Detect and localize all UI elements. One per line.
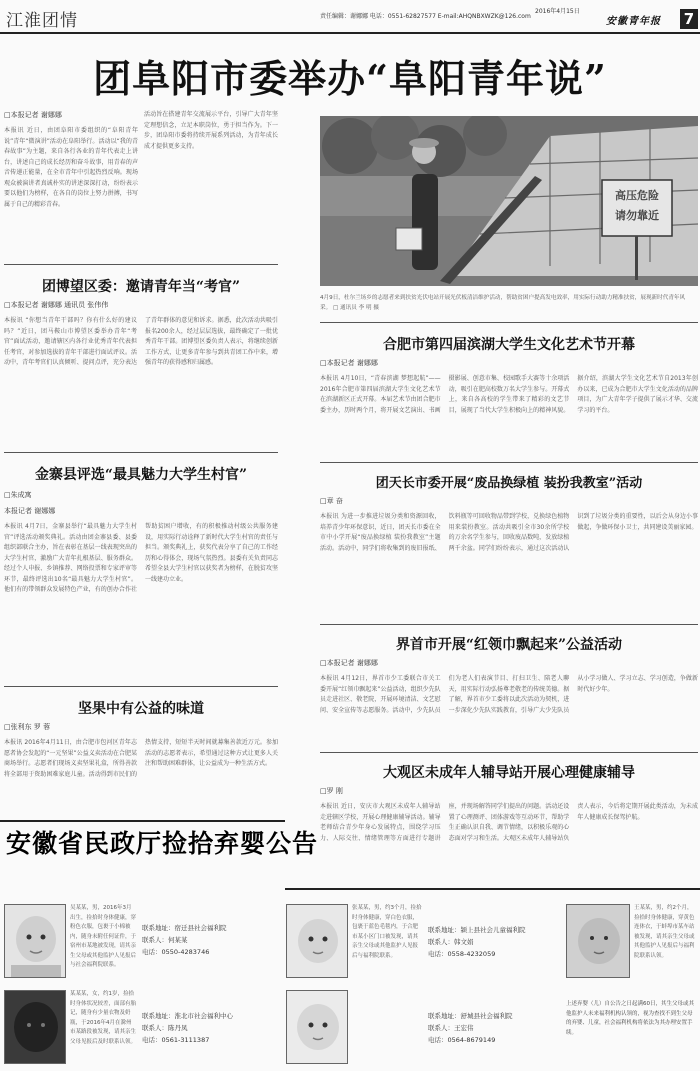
jieshou-headline: 界首市开展“红领巾飘起来”公益活动: [395, 637, 623, 653]
contact-person: 联系人：韩文娟: [428, 938, 474, 946]
tianchang-byline: □章 奋: [320, 497, 343, 505]
bowang-byline: □本报记者 谢娜娜 通讯员 张伟伟: [4, 301, 109, 309]
contact-address: 联系地址：颍上县社会儿童福利院: [428, 926, 526, 934]
jinzhai-headline: 金寨县评选“最具魅力大学生村官”: [34, 467, 248, 483]
jinzhai-story: [4, 490, 278, 670]
section-name: 江淮团情: [6, 11, 78, 31]
baby-description: 张某某，男，约3个月，捡拾时身体健康，穿白色衣服，包裹于蓝色毛毯内，于合肥市某小区门口被发现，请其亲生父母或其他监护人见报后与福利院联系。: [352, 905, 422, 959]
contact-person: 联系人：何某某: [142, 936, 188, 944]
contact-phone: 电话：0564-8679149: [428, 1036, 496, 1044]
hefei-body: 本报讯 4月10日，“青春滨湖 梦想起航”——2016年合肥市第四届滨湖大学生文化艺术节在滨湖新区正式开幕。本届艺术节由团合肥市委主办，历时两个月，将开展文艺演出、书画摄影展、创意市集、校园歌手大赛等十余项活动，吸引在肥高校数万名大学生参与。开幕式上，来自各高校的学生带来了精彩的文艺节目，展现了当代大学生积极向上的精神风貌。据介绍，滨湖大学生文化艺术节自2013年创办以来，已成为合肥市大学生文化活动的品牌项目，为广大青年学子提供了展示才华、交流学习的平台。: [320, 375, 698, 414]
contact-info: [142, 922, 227, 958]
baby-description: 吴某某，男，2016年3月出生，捡拾时身体健康，穿粉色衣服，包裹于小棉被内，随身未附任何证件，于宿州市某地被发现，请其亲生父母或其他监护人见报后与社会福利院联系。: [70, 905, 136, 968]
warning-sign: 高压危险 请勿靠近: [615, 189, 659, 222]
contact-phone: 电话：0550-4283746: [142, 948, 210, 956]
divider: [4, 686, 278, 687]
divider: [320, 322, 698, 323]
tianchang-story: [320, 496, 698, 616]
tianchang-headline: 团天长市委开展“废品换绿植 装扮我教室”活动: [375, 476, 643, 491]
daguan-story: [320, 786, 698, 882]
notice-divider: [0, 820, 285, 822]
main-headline: 团阜阳市委举办“阜阳青年说”: [93, 56, 607, 101]
gongyi-byline: □张利东 罗 蓉: [4, 723, 51, 731]
baby-photo: [4, 904, 66, 978]
jinzhai-body: 本报讯 4月7日，金寨县举行“最具魅力大学生村官”评选活动颁奖典礼。活动由团金寨县委、县委组织部联合主办，旨在表彰在基层一线表现突出的大学生村官，激励广大青年扎根基层、服务群众。经过个人申报、乡镇推荐、网络投票和专家评审等环节，最终评选出10名“最具魅力大学生村官”。他们有的带领群众发展特色产业，有的创办合作社帮助贫困户增收，有的积极推动村级公共服务建设，用实际行动诠释了新时代大学生村官的责任与担当。颁奖典礼上，获奖代表分享了自己的工作经历和心得体会，现场气氛热烈。县委有关负责同志希望全县大学生村官以获奖者为榜样，在脱贫攻坚一线建功立业。: [4, 523, 278, 593]
main-story-col2: [144, 110, 278, 250]
hefei-byline: □本报记者 谢娜娜: [320, 359, 378, 367]
baby-description: 王某某，男，约2个月，捡拾时身体健康，穿黄色连体衣，于蚌埠市某车站被发现，请其亲生父母或其他监护人见报后与福利院联系认领。: [634, 905, 695, 959]
jinzhai-byline-1: □朱成寓: [4, 491, 32, 499]
jieshou-byline: □本报记者 谢娜娜: [320, 659, 378, 667]
baby-photo: [566, 904, 630, 978]
bowang-headline: 团博望区委：邀请青年当“考官”: [41, 279, 241, 295]
gongyi-headline: 坚果中有公益的味道: [78, 701, 204, 717]
baby-photo: [286, 904, 348, 978]
news-photo: [320, 116, 698, 286]
jieshou-story: [320, 658, 698, 746]
contact-info: [428, 1010, 513, 1046]
contact-person: 联系人：王宏伟: [428, 1024, 474, 1032]
paper-logo: 安徽青年报: [606, 16, 661, 27]
hefei-story: [320, 358, 698, 456]
hefei-headline: 合肥市第四届滨湖大学生文化艺术节开幕: [383, 337, 635, 353]
divider: [320, 752, 698, 753]
bowang-body: 本报讯 “你想当青年干部吗？你有什么好的建议吗？”近日，团马鞍山市博望区委举办青年“考官”面试活动，邀请辖区内各行业优秀青年代表担任考官，对参加选拔的青年干部进行面试评议。活动中，青年考官们认真倾听、提问点评，充分表达了青年群体的意见和诉求。据悉，此次活动共吸引报名200余人，经过层层选拔，最终确定了一批优秀青年干部。团博望区委负责人表示，将继续创新工作方式，让更多青年参与到共青团工作中来，增强青年的获得感和归属感。: [4, 317, 278, 366]
notice-divider: [285, 888, 700, 890]
main-body: 本报讯 近日，由团阜阳市委组织的“阜阳青年说”青年“微演讲”活动在阜阳举行。活动以“我的青春故事”为主题，来自各行各业的青年代表走上讲台，讲述自己的成长经历和奋斗故事，用青春的声音传递正能量，在全市青年中引起热烈反响。现场观众被演讲者真诚朴实的讲述深深打动，纷纷表示要以他们为榜样，在各自的岗位上努力拼搏，书写属于自己的精彩青春。: [4, 127, 138, 208]
daguan-byline: □罗 刚: [320, 787, 343, 795]
jieshou-body: 本报讯 4月12日，界首市少工委联合市关工委开展“红领巾飘起来”公益活动，组织少先队员走进社区、敬老院，开展环境清洁、文艺慰问、安全宣传等志愿服务。活动中，少先队员们为老人们表演节目、打扫卫生、陪老人聊天，用实际行动弘扬尊老敬老的传统美德。据了解，界首市少工委将以此次活动为契机，进一步深化少先队实践教育，引导广大少先队员从小学习做人、学习立志、学习创造，争做新时代好少年。: [320, 675, 698, 714]
baby-photo: [4, 990, 66, 1064]
contact-address: 联系地址：宿迁县社会福利院: [142, 924, 227, 932]
baby-description: 某某某，女，约1岁，捡拾时身体状况较差，面部有胎记，随身有少量衣物及奶瓶，于2016年4月在滁州市某路段被发现，请其亲生父母见报后及时联系认领。: [70, 991, 136, 1045]
divider: [320, 462, 698, 463]
divider: [4, 452, 278, 453]
main-body-2: 活动旨在搭建青年交流展示平台，引导广大青年坚定理想信念，立足本职岗位，勇于担当作为。下一步，团阜阳市委将持续开展系列活动，为青年成长成才提供更多支持。: [144, 111, 278, 150]
baby-photo: [286, 990, 348, 1064]
contact-person: 联系人：陈丹凤: [142, 1024, 188, 1032]
masthead: [0, 0, 700, 34]
contact-info: [428, 924, 526, 960]
contact-address: 联系地址：舒城县社会福利院: [428, 1012, 513, 1020]
tianchang-body: 本报讯 为进一步推进垃圾分类和资源回收，培养青少年环保意识，近日，团天长市委在全市中小学开展“废品换绿植 装扮我教室”主题活动。活动中，同学们将收集到的废旧报纸、饮料瓶等可回收物品带到学校，兑换绿色植物用来装扮教室。活动共吸引全市30余所学校的万余名学生参与，回收废品数吨，发放绿植两千余盆。同学们纷纷表示，通过这次活动认识到了垃圾分类的重要性，以后会从身边小事做起，争做环保小卫士，共同建设美丽家园。: [320, 513, 698, 552]
contact-address: 联系地址：淮北市社会福利中心: [142, 1012, 233, 1020]
notice-footer: 上述弃婴（儿）自公告之日起满60日，其生父母或其他监护人未来福利机构认领的，视为查找不到生父母的弃婴、儿童，社会福利机构将依法为其办理安置手续。: [566, 1001, 695, 1036]
page-number: 7: [680, 9, 698, 29]
editor-info: 责任编辑：谢娜娜 电话：0551-62827577 E-mail:AHQNBXWZK@126.com: [320, 13, 531, 20]
gongyi-body: 本报讯 2016年4月11日，由合肥市包河区青年志愿者协会发起的“一元坚果”公益义卖活动在合肥某商场举行。志愿者们现场义卖坚果礼盒，所得善款将全部用于资助困难家庭儿童。活动得到市民们的热情支持，短短半天时间就募集善款近万元。参加活动的志愿者表示，希望通过这种方式让更多人关注和帮助困难群体，让公益成为一种生活方式。: [4, 739, 278, 778]
contact-phone: 电话：0561-3111387: [142, 1036, 210, 1044]
notice-title: 安徽省民政厅捡拾弃婴公告: [6, 829, 319, 858]
main-byline: □本报记者 谢娜娜: [4, 111, 62, 119]
bowang-story: [4, 300, 278, 440]
gongyi-story: [4, 722, 278, 808]
daguan-headline: 大观区未成年人辅导站开展心理健康辅导: [383, 765, 635, 781]
contact-info: [142, 1010, 233, 1046]
main-story-col1: [4, 110, 138, 250]
jinzhai-byline-2: 本报记者 谢娜娜: [4, 507, 56, 515]
divider: [320, 624, 698, 625]
contact-phone: 电话：0558-4232059: [428, 950, 496, 958]
photo-caption: 4月9日，杜尔兰场乡的志愿者来到扶贫光伏电站开展光伏板清洁维护活动，帮助贫困户提高发电效率，用实际行动助力精准扶贫，展现新时代青年风采。 □ 通讯员 李 明 摄: [320, 295, 686, 311]
divider: [4, 264, 278, 265]
daguan-body: 本报讯 近日，安庆市大观区未成年人辅导站走进辖区学校，开展心理健康辅导活动。辅导老师结合青少年身心发展特点，围绕学习压力、人际交往、情绪管理等方面进行专题讲座，并现场解答同学们提出的问题。活动还设置了心理测评、团体游戏等互动环节，帮助学生正确认识自我、调节情绪，以积极乐观的心态面对学习和生活。大观区未成年人辅导站负责人表示，今后将定期开展此类活动，为未成年人健康成长保驾护航。: [320, 803, 698, 842]
issue-date: 2016年4月15日: [535, 8, 580, 15]
